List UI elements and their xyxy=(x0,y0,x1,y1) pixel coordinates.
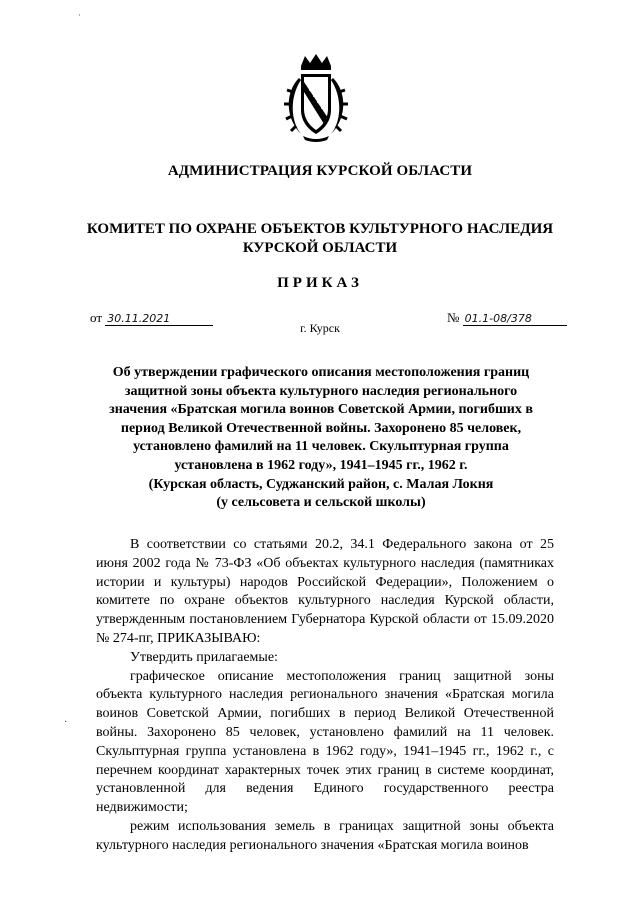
date-prefix: от xyxy=(90,310,103,325)
body-paragraph: режим использования земель в границах защитной зоны объекта культурного наследия регионального значения «Братская могила воинов xyxy=(96,818,554,853)
number-value: 01.1-08/378 xyxy=(463,312,567,326)
margin-dot: · xyxy=(64,717,68,728)
scan-speck: · xyxy=(78,10,81,20)
subject-line: Об утверждении графического описания местоположения границ xyxy=(112,365,530,380)
body-paragraph: В соответствии со статьями 20.2, 34.1 Федерального закона от 25 июня 2002 года № 73-ФЗ «Об объектах культурного наследия (памятниках истории и культуры) народов Российской Федерации», Положением о комитете по охране объектов культурного наследия Курской области, утвержденным постановлением Губернатора Курской области от 15.09.2020 № 274-пг, ПРИКАЗЫВАЮ: xyxy=(96,537,554,646)
committee-title-line-2: КУРСКОЙ ОБЛАСТИ xyxy=(242,240,398,256)
subject-line: (Курская область, Суджанский район, с. Малая Локня xyxy=(148,476,494,492)
body-paragraph: Утвердить прилагаемые: xyxy=(130,649,278,665)
subject-line: установлено фамилий на 11 человек. Скульптурная группа xyxy=(133,439,509,455)
city-label: г. Курск xyxy=(300,321,340,335)
committee-title-line-1: КОМИТЕТ ПО ОХРАНЕ ОБЪЕКТОВ КУЛЬТУРНОГО НАСЛЕДИЯ xyxy=(86,221,554,237)
kursk-coat-of-arms-icon xyxy=(279,52,353,144)
subject-line: период Великой Отечественной войны. Захоронено 85 человек, xyxy=(120,420,522,436)
order-subject xyxy=(98,364,544,513)
date-value: 30.11.2021 xyxy=(105,312,213,326)
subject-line: установлена в 1962 году», 1941–1945 гг., 1962 г. xyxy=(174,457,468,473)
order-body xyxy=(96,536,554,856)
committee-title xyxy=(60,220,580,258)
subject-line: защитной зоны объекта культурного наследия регионального xyxy=(124,383,518,399)
number-prefix: № xyxy=(447,310,460,325)
subject-line: (у сельсовета и сельской школы) xyxy=(216,495,426,511)
doc-type-title: ПРИКАЗ xyxy=(277,275,363,291)
body-paragraph: графическое описание местоположения границ защитной зоны объекта культурного наследия регионального значения «Братская могила воинов Советской Армии, погибших в период Великой Отечественной войны. Захоронено 85 человек, установлено фамилий на 11 человек. Скульптурная группа установлена в 1962 году», 1941–1945 гг., 1962 г., с перечнем координат характерных точек этих границ в системе координат, установленной для ведения Единого государственного реестра недвижимости; xyxy=(96,668,554,816)
administration-title: АДМИНИСТРАЦИЯ КУРСКОЙ ОБЛАСТИ xyxy=(167,163,473,179)
subject-line: значения «Братская могила воинов Советской Армии, погибших в xyxy=(109,402,533,418)
